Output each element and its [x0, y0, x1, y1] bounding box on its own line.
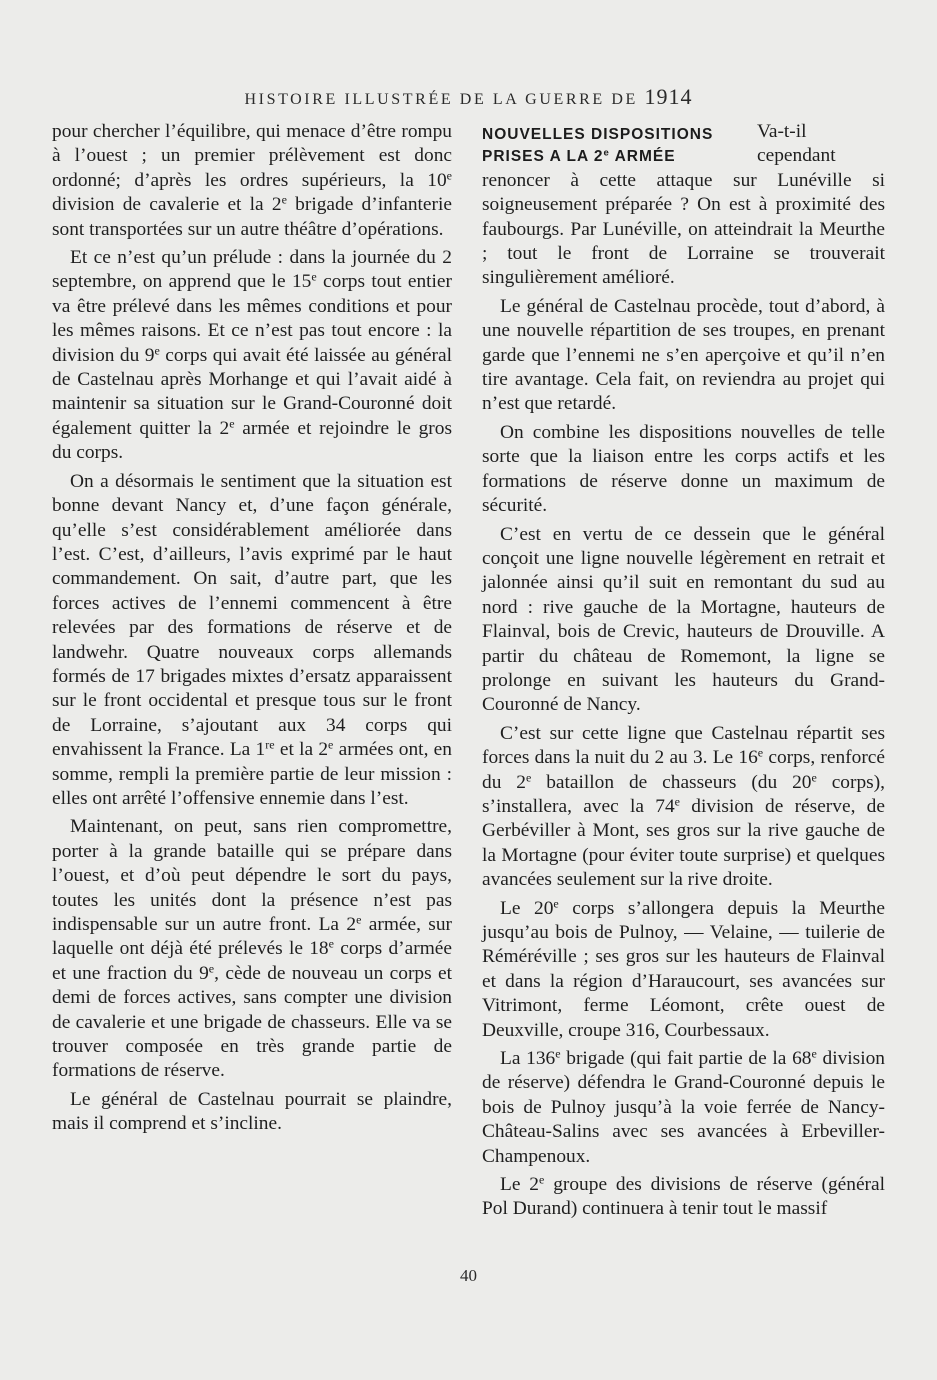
- side-heading: NOUVELLES DISPOSITIONS PRISES A LA 2e ARMÉE: [482, 126, 714, 165]
- left-paragraph-4: Maintenant, on peut, sans rien compromettre, porter à la grande bataille qui se prépare dans l’ouest, et d’où peut dépendre le sort du pays, toutes les unités dont la présence n’est pas indispensable sur un autre front. La 2e armée, sur laquelle ont déjà été prélevés le 18e corps d’armée et une fraction du 9e, cède de nouveau un corps et demi de forces actives, sans compter une division de cavalerie et une brigade de chasseurs. Elle va se trouver composée en très grande partie de formations de réserve.: [52, 816, 453, 1082]
- left-paragraph-5: Le général de Castelnau pourrait se plaindre, mais il comprend et s’incline.: [52, 1088, 452, 1135]
- running-title-year: 1914: [644, 84, 693, 109]
- left-paragraph-1: pour chercher l’équilibre, qui menace d’être rompu à l’ouest ; un premier prélèvement est donc ordonné; d’après les ordres supérieurs, la 10e division de cavalerie et la 2e brigade d’infanterie sont transportées sur un autre théâtre d’opérations.: [52, 121, 452, 240]
- right-paragraph-2: Le général de Castelnau procède, tout d’abord, à une nouvelle répartition de ses troupes, en prenant garde que l’ennemi ne s’en aperçoive et qu’il n’en tire avantage. Cela fait, on reviendra au projet qui n’est que retardé.: [482, 295, 885, 415]
- left-column: [52, 120, 452, 1141]
- page-number: 40: [460, 1266, 477, 1285]
- right-paragraph-3: On combine les dispositions nouvelles de telle sorte que la liaison entre les corps actifs et les formations de réserve donne un maximum de sécurité.: [482, 421, 885, 517]
- right-paragraph-4: C’est en vertu de ce dessein que le général conçoit une ligne nouvelle légèrement en retrait et jalonnée ainsi qu’il suit en remontant du sud au nord : rive gauche de la Mortagne, hauteurs de Flainval, bois de Crevic, hauteurs de Drouville. A partir du château de Romemont, la ligne se prolonge en suivant les hauteurs du Grand-Couronné de Nancy.: [482, 523, 885, 716]
- right-paragraph-8: Le 2e groupe des divisions de réserve (général Pol Durand) continuera à tenir tout le massif: [482, 1172, 886, 1220]
- right-paragraph-5: C’est sur cette ligne que Castelnau répartit ses forces dans la nuit du 2 au 3. Le 16e corps, renforcé du 2e bataillon de chasseurs (du 20e corps), s’installera, avec la 74e division de réserve, de Gerbéviller à Mont, ses gros sur la rive gauche de la Mortagne (pour éviter toute surprise) et quelques avancées seulement sur la rive droite.: [482, 722, 886, 891]
- left-paragraph-2: Et ce n’est qu’un prélude : dans la journée du 2 septembre, on apprend que le 15e corps tout entier va être prélevé dans les mêmes conditions et pour les mêmes raisons. Et ce n’est pas tout encore : la division du 9e corps qui avait été laissée au général de Castelnau après Morhange et qui l’avait aidé à maintenir sa situation sur le Grand-Couronné doit également quitter la 2e armée et rejoindre le gros du corps.: [52, 247, 453, 464]
- running-head: [0, 84, 937, 110]
- right-column: [482, 120, 885, 1226]
- running-title: HISTOIRE ILLUSTRÉE DE LA GUERRE DE: [244, 91, 638, 108]
- left-paragraph-3: On a désormais le sentiment que la situation est bonne devant Nancy et, d’une façon générale, qu’elle s’est considérablement améliorée dans l’est. C’est, d’ailleurs, l’avis exprimé par le haut commandement. On sait, d’autre part, que les forces actives de l’ennemi commencent à être relevées par des formations de réserve et de landwehr. Quatre nouveaux corps allemands formés de 17 brigades mixtes d’ersatz apparaissent sur le front occidental et presque tous sur le front de Lorraine, s’ajoutant aux 34 corps qui envahissent la France. La 1re et la 2e armées ont, en somme, rempli la première partie de leur mission : elles ont arrêté l’offensive ennemie dans l’est.: [52, 470, 452, 809]
- right-paragraph-7: La 136e brigade (qui fait partie de la 68e division de réserve) défendra le Grand-Couronné depuis le bois de Pulnoy jusqu’à la voie ferrée de Nancy-Château-Salins avec ses avancées à Erbeviller-Champenoux.: [482, 1046, 885, 1167]
- right-paragraph-1: Va-t-il cependant renoncer à cette attaque sur Lunéville si soigneusement préparée ? On est à proximité des faubourgs. Par Lunéville, on atteindrait la Meurthe ; tout le front de Lorraine se trouverait singulièrement amélioré.: [482, 121, 885, 289]
- right-paragraph-6: Le 20e corps s’allongera depuis la Meurthe jusqu’au bois de Pulnoy, — Velaine, — tuilerie de Réméréville ; ses gros sur les hauteurs de Flainval et dans la région d’Haraucourt, ses avancées sur Vitrimont, ferme Léomont, crête ouest de Deuxville, croupe 316, Courbessaux.: [482, 895, 885, 1041]
